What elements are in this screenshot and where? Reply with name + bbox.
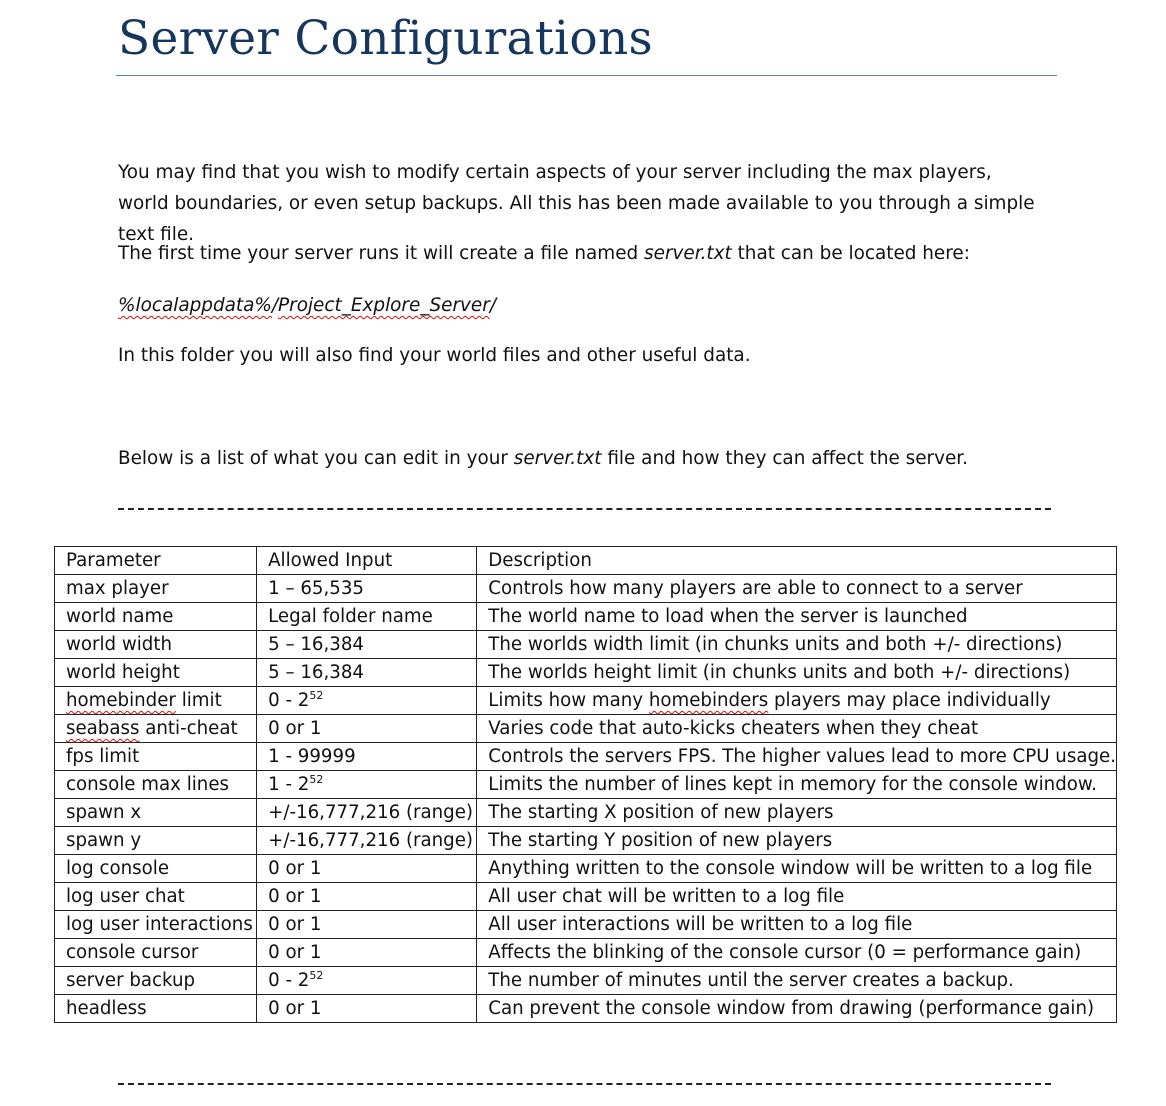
intro-paragraph: You may find that you wish to modify certain aspects of your server including the max players, world boundaries, or even setup backups. All this has been made available to you through a simple text file. [118,162,1035,245]
input-cell [257,967,477,995]
desc-after: players may place individually [768,690,1051,711]
desc-cell: Controls how many players are able to connect to a server [477,575,1117,603]
path-server-folder: Project_Explore_Server [278,295,490,316]
folder-note-paragraph: In this folder you will also find your world files and other useful data. [118,345,751,366]
param-cell: fps limit [55,743,257,771]
desc-cell: Limits the number of lines kept in memory for the console window. [477,771,1117,799]
table-row [55,995,1117,1023]
input-cell: 1 – 65,535 [257,575,477,603]
input-cell: 0 or 1 [257,883,477,911]
param-cell: console cursor [55,939,257,967]
input-exponent: 52 [309,773,324,786]
table-row [55,771,1117,799]
input-cell: 1 - 99999 [257,743,477,771]
table-row [55,743,1117,771]
desc-word: homebinders [648,690,769,711]
header-description: Description [477,547,1117,575]
param-cell: world name [55,603,257,631]
desc-cell: The worlds height limit (in chunks units and both +/- directions) [477,659,1117,687]
input-cell: Legal folder name [257,603,477,631]
path-separator-end: / [489,295,497,316]
input-cell: +/-16,777,216 (range) [257,827,477,855]
list-file-name: server.txt [513,448,602,469]
input-base: 0 - 2 [268,970,310,991]
first-time-text-before: The first time your server runs it will create a file named [118,243,645,264]
input-base: 1 - 2 [268,774,310,795]
table-row [55,967,1117,995]
param-cell: spawn x [55,799,257,827]
table-row [55,939,1117,967]
table-row [55,659,1117,687]
param-cell: server backup [55,967,257,995]
header-parameter: Parameter [55,547,257,575]
desc-cell [477,687,1117,715]
list-text-before: Below is a list of what you can edit in your [118,448,514,469]
param-cell: log console [55,855,257,883]
input-cell: 5 – 16,384 [257,631,477,659]
input-cell: 0 or 1 [257,855,477,883]
param-cell [55,687,257,715]
input-base: 0 - 2 [268,690,310,711]
table-row [55,855,1117,883]
param-cell: spawn y [55,827,257,855]
table-row [55,575,1117,603]
table-row [55,715,1117,743]
table-row [55,883,1117,911]
desc-cell: The number of minutes until the server creates a backup. [477,967,1117,995]
path-localappdata: %localappdata% [118,295,272,316]
table-row [55,603,1117,631]
input-cell: 0 or 1 [257,995,477,1023]
table-header-row [55,547,1117,575]
first-time-text-after: that can be located here: [731,243,970,264]
input-cell: 5 – 16,384 [257,659,477,687]
input-cell: 0 or 1 [257,715,477,743]
param-cell: max player [55,575,257,603]
desc-cell: Controls the servers FPS. The higher values lead to more CPU usage. [477,743,1117,771]
param-cell: console max lines [55,771,257,799]
desc-cell: Affects the blinking of the console cursor (0 = performance gain) [477,939,1117,967]
server-file-path [118,290,1048,321]
desc-cell: The worlds width limit (in chunks units and both +/- directions) [477,631,1117,659]
param-cell [55,715,257,743]
param-rest: anti-cheat [139,718,238,739]
param-cell: log user chat [55,883,257,911]
param-cell: world width [55,631,257,659]
desc-cell: All user interactions will be written to a log file [477,911,1117,939]
table-row [55,911,1117,939]
input-cell [257,687,477,715]
input-cell [257,771,477,799]
parameters-table [54,546,1117,1023]
param-rest: limit [175,690,222,711]
path-separator: / [271,295,279,316]
title-underline [116,75,1057,76]
param-word: seabass [66,718,140,739]
input-cell: 0 or 1 [257,911,477,939]
desc-cell: The world name to load when the server is launched [477,603,1117,631]
header-allowed-input: Allowed Input [257,547,477,575]
input-cell: 0 or 1 [257,939,477,967]
param-word: homebinder [66,690,176,711]
list-text-after: file and how they can affect the server. [601,448,969,469]
table-row [55,631,1117,659]
first-time-paragraph [118,238,1048,269]
desc-cell: All user chat will be written to a log file [477,883,1117,911]
table-row [55,827,1117,855]
desc-cell: The starting Y position of new players [477,827,1117,855]
desc-cell: Varies code that auto-kicks cheaters when they cheat [477,715,1117,743]
input-cell: +/-16,777,216 (range) [257,799,477,827]
desc-cell: Can prevent the console window from drawing (performance gain) [477,995,1117,1023]
desc-cell: The starting X position of new players [477,799,1117,827]
dashed-separator-bottom [118,1083,1051,1085]
param-cell: log user interactions [55,911,257,939]
page-title: Server Configurations [118,11,653,66]
desc-before: Limits how many [488,690,649,711]
dashed-separator-top [118,508,1051,510]
desc-cell: Anything written to the console window will be written to a log file [477,855,1117,883]
input-exponent: 52 [309,689,324,702]
list-intro-paragraph [118,443,1048,474]
param-cell: headless [55,995,257,1023]
table-row [55,687,1117,715]
server-file-name: server.txt [644,243,732,264]
input-exponent: 52 [309,969,324,982]
table-row [55,799,1117,827]
param-cell: world height [55,659,257,687]
